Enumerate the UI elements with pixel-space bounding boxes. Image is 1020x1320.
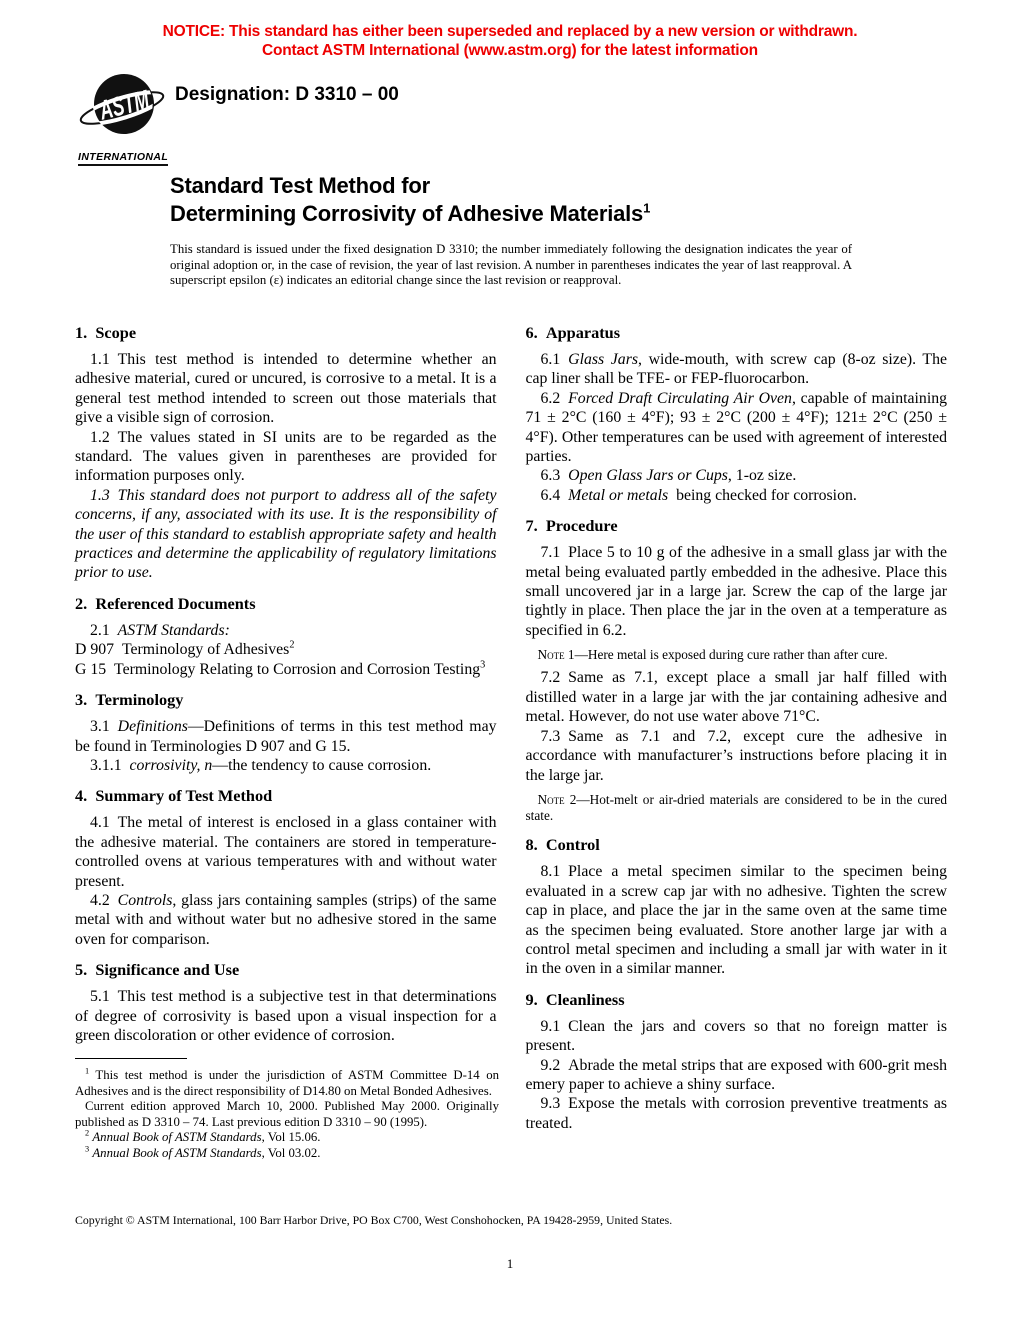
footnote: [75, 1099, 499, 1130]
text-run: , glass jars containing samples (strips) of the same metal with and without water but no adhesive stored in the same oven for comparison.: [75, 891, 497, 948]
title-text: Determining Corrosivity of Adhesive Materials: [170, 201, 644, 226]
page-number: 1: [506, 1256, 514, 1271]
section-significance-and-use: [75, 960, 497, 1045]
text-run: , wide-mouth, with screw cap (8-oz size). The cap liner shall be TFE- or FEP-fluorocarbon.: [525, 351, 947, 388]
paragraph: [75, 756, 497, 775]
footnote: [75, 1068, 499, 1099]
section-terminology: [75, 690, 497, 775]
section-procedure: [526, 516, 948, 824]
notice-line1: NOTICE: This standard has either been superseded and replaced by a new version or withdrawn.: [162, 23, 858, 40]
text-run: —Hot-melt or air-dried materials are considered to be in the cured state.: [525, 791, 947, 824]
notice-banner: [0, 22, 1020, 60]
text-run: Annual Book of ASTM Standards: [92, 1130, 262, 1144]
footnotes: [75, 1058, 499, 1161]
text-run: 6.1: [540, 351, 569, 368]
text-run: 9.3 Expose the metals with corrosion preventive treatments as treated.: [525, 1095, 947, 1132]
footnote-ref: 3: [85, 1144, 90, 1154]
right-column: [526, 318, 948, 1133]
designation: Designation: D 3310 – 00: [175, 84, 399, 105]
text-run: —Definitions of terms in this test method may be found in Terminologies D 907 and G 15.: [75, 718, 497, 755]
copyright: Copyright © ASTM International, 100 Barr Harbor Drive, PO Box C700, West Conshohocken, PA 19428-2959, United States.: [75, 1213, 673, 1227]
paragraph: [526, 1056, 948, 1095]
text-run: , Vol 15.06.: [261, 1130, 321, 1144]
footnote-ref: 1: [85, 1066, 90, 1076]
text-run: Current edition approved March 10, 2000. Published May 2000. Originally published as D 3310 – 74. Last previous edition D 3310 – 90 (1995).: [75, 1099, 499, 1129]
section-apparatus: [526, 323, 948, 505]
text-run: , 1-oz size.: [727, 467, 797, 485]
text-run: Glass Jars: [568, 351, 638, 368]
footnote-ref: 2: [85, 1128, 90, 1138]
footnote: [75, 1146, 499, 1162]
section-summary-of-test-method: [75, 786, 497, 949]
astm-logo: [76, 72, 188, 166]
paragraph: [526, 1017, 948, 1056]
paragraph: [75, 428, 497, 486]
paragraph: [526, 350, 948, 389]
paragraph: [75, 813, 497, 891]
text-run: —Here metal is exposed during cure rather than after cure.: [574, 647, 888, 663]
logo-international-label: INTERNATIONAL: [78, 151, 168, 166]
text-run: 7.1 Place 5 to 10 g of the adhesive in a small glass jar with the metal being evaluated partly embedded in the adhesive. Place this small uncovered jar in a large jar. Screw the cap of the large jar tightly in place. Then place the jar in the oven at a temperature as specified in 6.2.: [525, 544, 947, 639]
text-run: , capable of maintaining 71 ± 2°C (160 ± 4°F); 93 ± 2°C (200 ± 4°F); 121± 2°C (250 ± 4°F). Other temperatures can be used with agreement of interested parties.: [525, 389, 948, 466]
section-referenced-documents: [75, 594, 497, 679]
left-column: [75, 318, 497, 1133]
section-heading: 8. Control: [525, 835, 600, 855]
text-run: Controls: [117, 891, 173, 909]
paragraph: [526, 466, 948, 485]
astm-globe-icon: [76, 72, 184, 142]
text-run: 6.3: [540, 467, 569, 485]
text-run: 3.1.1: [90, 756, 130, 774]
paragraph: [75, 717, 497, 756]
section-heading: 2. Referenced Documents: [75, 593, 256, 613]
title-footnote-ref: 1: [643, 200, 651, 216]
text-run: Metal or metals: [568, 486, 669, 504]
text-run: Definitions: [117, 718, 188, 736]
text-run: This test method is under the jurisdiction of ASTM Committee D-14 on Adhesives and is the direct responsibility of D14.80 on Metal Bonded Adhesives.: [75, 1068, 499, 1098]
text-run: 6.2: [540, 389, 569, 407]
title-line2: [170, 200, 650, 228]
text-run: D 907 Terminology of Adhesives: [75, 641, 290, 659]
text-run: being checked for corrosion.: [668, 486, 857, 504]
section-heading: 9. Cleanliness: [525, 989, 625, 1009]
text-run: G 15 Terminology Relating to Corrosion and Corrosion Testing: [75, 660, 481, 678]
text-run: Forced Draft Circulating Air Oven: [568, 389, 792, 407]
text-run: 7.3 Same as 7.1 and 7.2, except cure the adhesive in accordance with manufacturer’s instructions before placing it in the large jar.: [525, 727, 947, 784]
footnote-separator: [75, 1058, 187, 1059]
footnote-list: [75, 1068, 499, 1161]
footnote-ref: 3: [480, 659, 486, 671]
paragraph: [75, 987, 497, 1045]
text-run: Note 2: [537, 791, 577, 807]
text-run: 5.1 This test method is a subjective test in that determinations of degree of corrosivity is based upon a visual inspection for a green discoloration or other evidence of corrosion.: [75, 988, 497, 1044]
reference-entry: [75, 660, 497, 679]
reference-entry: [75, 640, 497, 659]
paragraph: [526, 486, 948, 505]
paragraph: [526, 389, 948, 467]
section-heading: 5. Significance and Use: [75, 960, 240, 980]
text-run: 3.1: [90, 718, 118, 736]
paragraph: [75, 350, 497, 428]
title-line1: Standard Test Method for: [170, 173, 431, 198]
section-heading: 1. Scope: [75, 323, 137, 342]
text-run: corrosivity, n: [129, 756, 213, 774]
paragraph: [526, 543, 948, 640]
text-run: Annual Book of ASTM Standards: [92, 1145, 262, 1160]
paragraph: [75, 891, 497, 949]
text-run: —the tendency to cause corrosion.: [212, 756, 432, 774]
paragraph: [526, 668, 948, 726]
note-paragraph: [526, 792, 948, 824]
paragraph: [526, 727, 948, 785]
footnote: [75, 1130, 499, 1146]
text-run: 6.4: [540, 486, 569, 504]
text-run: This standard does not purport to address all of the safety concerns, if any, associated with its use. It is the responsibility of the user of this standard to establish appropriate safety and health practices and determine the applicability of regulatory limitations prior to use.: [75, 486, 497, 582]
text-run: 4.2: [90, 891, 118, 909]
notice-line2: Contact ASTM International (www.astm.org) for the latest information: [262, 42, 758, 59]
text-run: 1.3: [90, 486, 118, 504]
text-run: 7.2 Same as 7.1, except place a small jar half filled with distilled water in a large jar with the jar containing adhesive and metal. However, do not use water above 71°C.: [525, 669, 947, 726]
preamble: This standard is issued under the fixed designation D 3310; the number immediately following the designation indicates the year of original adoption or, in the case of revision, the year of last revision. A number in parentheses indicates the year of last reapproval. A superscript epsilon (ε) indicates an editorial change since the last revision or reapproval.: [170, 242, 852, 288]
paragraph: [75, 621, 497, 640]
text-run: 9.2 Abrade the metal strips that are exposed with 600-grit mesh emery paper to achieve a shiny surface.: [525, 1056, 947, 1093]
paragraph: [75, 486, 497, 583]
text-run: Open Glass Jars or Cups: [568, 467, 728, 485]
paragraph: [526, 1094, 948, 1133]
note-paragraph: [526, 647, 948, 663]
title-block: [170, 172, 650, 228]
text-run: ASTM Standards:: [117, 621, 230, 639]
section-heading: 3. Terminology: [75, 690, 184, 710]
section-heading: 7. Procedure: [525, 516, 618, 536]
section-heading: 6. Apparatus: [525, 323, 621, 342]
section-cleanliness: [526, 990, 948, 1133]
section-control: [526, 835, 948, 978]
text-run: 1.2 The values stated in SI units are to be regarded as the standard. The values given in parentheses are provided for information purposes only.: [75, 428, 497, 485]
svg-text:ASTM: ASTM: [96, 77, 178, 126]
body-columns: [75, 318, 947, 1133]
section-scope: [75, 323, 497, 583]
text-run: Note 1: [537, 647, 575, 663]
text-run: 9.1 Clean the jars and covers so that no foreign matter is present.: [525, 1017, 947, 1055]
text-run: 2.1: [90, 621, 118, 639]
footnote-ref: 2: [289, 640, 295, 652]
text-run: 4.1 The metal of interest is enclosed in a glass container with the adhesive material. The containers are stored in temperature-controlled ovens at various temperatures with and without water present.: [75, 814, 497, 890]
paragraph: [526, 862, 948, 978]
text-run: 8.1 Place a metal specimen similar to the specimen being evaluated in a screw cap jar with no adhesive. Tighten the screw cap in place, and place the jar in the same oven at the same time as the specimen being evaluated. Store another large jar with a control metal specimen and including a small jar with water in it in the oven in a similar manner.: [525, 863, 947, 978]
section-heading: 4. Summary of Test Method: [75, 786, 273, 806]
text-run: , Vol 03.02.: [261, 1145, 321, 1160]
text-run: 1.1 This test method is intended to determine whether an adhesive material, cured or uncured, is corrosive to a metal. It is a general test method intended to screen out those materials that give a visible sign of corrosion.: [75, 351, 497, 427]
